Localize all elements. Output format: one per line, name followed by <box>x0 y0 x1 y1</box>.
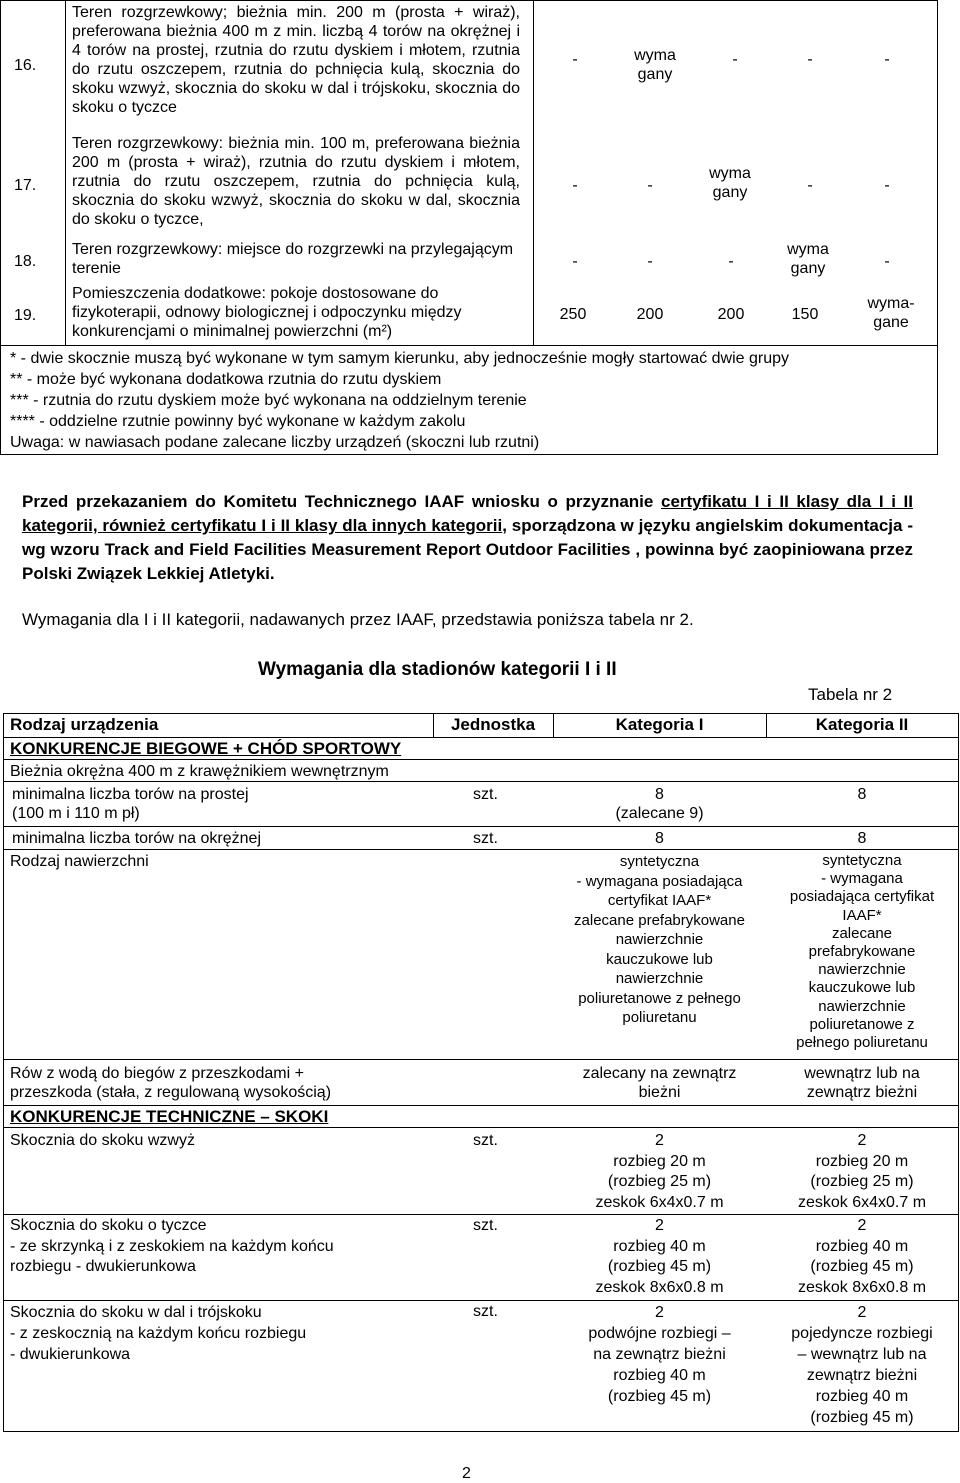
row-label: Skocznia do skoku o tyczce - ze skrzynką i z zeskokiem na każdym końcu rozbiegu - dwukierunkowa <box>10 1217 334 1275</box>
col-header: Kategoria I <box>615 715 704 734</box>
row-description: Teren rozgrzewkowy; bieżnia min. 200 m (prosta + wiraż), preferowana bieżnia 400 m z min. liczbą 4 torów na okrężnej i 4 torów na prostej, rzutnia do rzutu dyskiem i młotem, rzutnia do rzutu oszczepem, rzutnia do pchnięcia kulą, skocznia do skoku wzwyż, skocznia do skoku w dal i trójskoku, skocznia do skoku o tyczce <box>72 4 520 116</box>
footnote: **** - oddzielne rzutnie powinny być wykonane w każdym zakolu <box>10 413 466 430</box>
row-value: syntetyczna - wymagana posiadająca certyfikat IAAF* zalecane prefabrykowane nawierzchnie kauczukowe lub nawierzchnie poliuretanowe z pełnego poliuretanu <box>574 853 745 1026</box>
row-value: 2 rozbieg 20 m (rozbieg 25 m) zeskok 6x4x0.7 m <box>595 1132 724 1211</box>
footnote: *** - rzutnia do rzutu dyskiem może być wykonana na oddzielnym terenie <box>10 392 527 409</box>
footnote: Uwaga: w nawiasach podane zalecane liczby urządzeń (skoczni lub rzutni) <box>10 434 540 451</box>
row-label: minimalna liczba torów na prostej (100 m i 110 m pł) <box>12 786 249 822</box>
row-unit: szt. <box>473 1132 498 1149</box>
row-unit: szt. <box>473 830 498 847</box>
row-value: 8 <box>655 830 664 847</box>
row-value: 2 rozbieg 20 m (rozbieg 25 m) zeskok 6x4x0.7 m <box>797 1132 927 1211</box>
cell-value: wyma gany <box>787 241 829 277</box>
footnote: * - dwie skocznie muszą być wykonane w tym samym kierunku, aby jednocześnie mogły startować dwie grupy <box>10 350 789 367</box>
row-value: syntetyczna - wymagana posiadająca certyfikat IAAF* zalecane prefabrykowane nawierzchnie kauczukowe lub nawierzchnie poliuretanowe z pełnego poliuretanu <box>789 852 935 1052</box>
row-value: wewnątrz lub na zewnątrz bieżni <box>804 1065 920 1101</box>
row-label: minimalna liczba torów na okrężnej <box>12 830 261 847</box>
page-number: 2 <box>462 1465 471 1482</box>
row-value: 2 podwójne rozbiegi – na zewnątrz bieżni rozbieg 40 m (rozbieg 45 m) <box>588 1304 731 1405</box>
col-header: Jednostka <box>450 715 536 734</box>
row-value: 2 rozbieg 40 m (rozbieg 45 m) zeskok 8x6x0.8 m <box>595 1217 724 1296</box>
cell-value: - <box>884 51 890 68</box>
row-unit: szt. <box>473 1303 498 1320</box>
row-unit: szt. <box>473 1217 498 1234</box>
cell-value: - <box>884 177 890 194</box>
row-description: Teren rozgrzewkowy: miejsce do rozgrzewki na przylegającym terenie <box>72 241 514 277</box>
row-value: zalecany na zewnątrz bieżni <box>582 1065 737 1101</box>
row-value: 8 <box>857 786 867 803</box>
row-number: 18. <box>14 253 37 270</box>
row-description: Teren rozgrzewkowy: bieżnia min. 100 m, preferowana bieżnia 200 m (prosta + wiraż), rzutnia do rzutu dyskiem i młotem, rzutnia do rzutu oszczepem, rzutnia do pchnięcia kulą, skocznia do skoku wzwyż, skocznia do skoku w dal, skocznia do skoku o tyczce, <box>72 135 520 228</box>
cell-value: 200 <box>636 306 664 323</box>
intro-paragraph <box>22 490 913 586</box>
cell-value: 150 <box>791 306 819 323</box>
intro-paragraph-2: Wymagania dla I i II kategorii, nadawanych przez IAAF, przedstawia poniższa tabela nr 2. <box>22 610 694 629</box>
intro-text-end: , sporządzona w języku angielskim dokumentacja - wg wzoru Track and Field Facilities Measurement Report Outdoor Facilities , powinna być zaopiniowana przez Polski Związek Lekkiej Atletyki. <box>22 516 913 583</box>
row-label: Bieżnia okrężna 400 m z krawężnikiem wewnętrznym <box>10 763 389 780</box>
cell-value: 200 <box>717 306 745 323</box>
cell-value: - <box>572 51 578 68</box>
cell-value: - <box>732 51 738 68</box>
cell-value: - <box>807 51 813 68</box>
row-label: Skocznia do skoku wzwyż <box>10 1132 195 1149</box>
cell-value: - <box>884 253 890 270</box>
row-number: 16. <box>14 57 37 74</box>
intro-underlined: certyfikatu I i II klasy dla I i II kategorii, również certyfikatu I i II klasy dla innych kategorii <box>22 492 913 535</box>
cell-value: 250 <box>559 306 587 323</box>
cell-value: - <box>572 253 578 270</box>
row-description: Pomieszczenia dodatkowe: pokoje dostosowane do fizykoterapii, odnowy biologicznej i odpoczynku między konkurencjami o minimalnej powierzchni (m²) <box>72 285 462 340</box>
row-label: Skocznia do skoku w dal i trójskoku - z zeskocznią na każdym końcu rozbiegu - dwukierunkowa <box>10 1304 307 1363</box>
section-heading: Wymagania dla stadionów kategorii I i II <box>258 659 617 680</box>
cell-value: - <box>728 253 734 270</box>
cell-value: wyma- gane <box>867 295 915 331</box>
intro-text: Przed przekazaniem do Komitetu Technicznego IAAF wniosku o przyznanie <box>22 492 661 511</box>
section-title: KONKURENCJE TECHNICZNE – SKOKI <box>10 1107 329 1126</box>
footnote: ** - może być wykonana dodatkowa rzutnia do rzutu dyskiem <box>10 371 442 388</box>
cell-value: - <box>647 177 653 194</box>
cell-value: - <box>807 177 813 194</box>
row-number: 19. <box>14 307 37 324</box>
table-label: Tabela nr 2 <box>808 685 893 704</box>
row-value: 8 (zalecane 9) <box>615 786 704 822</box>
section-title: KONKURENCJE BIEGOWE + CHÓD SPORTOWY <box>10 739 402 758</box>
row-unit: szt. <box>473 786 498 803</box>
row-value: 2 pojedyncze rozbiegi – wewnątrz lub na zewnątrz bieżni rozbieg 40 m (rozbieg 45 m) <box>791 1304 933 1426</box>
col-header: Kategoria II <box>815 715 909 734</box>
row-label: Rów z wodą do biegów z przeszkodami + przeszkoda (stała, z regulowaną wysokością) <box>10 1065 332 1101</box>
row-value: 8 <box>857 830 867 847</box>
cell-value: - <box>647 253 653 270</box>
cell-value: wyma gany <box>634 47 676 83</box>
cell-value: wyma gany <box>709 165 751 201</box>
cell-value: - <box>572 177 578 194</box>
col-header: Rodzaj urządzenia <box>10 715 159 734</box>
row-number: 17. <box>14 177 37 194</box>
row-label: Rodzaj nawierzchni <box>10 853 149 870</box>
row-value: 2 rozbieg 40 m (rozbieg 45 m) zeskok 8x6x0.8 m <box>797 1217 927 1296</box>
